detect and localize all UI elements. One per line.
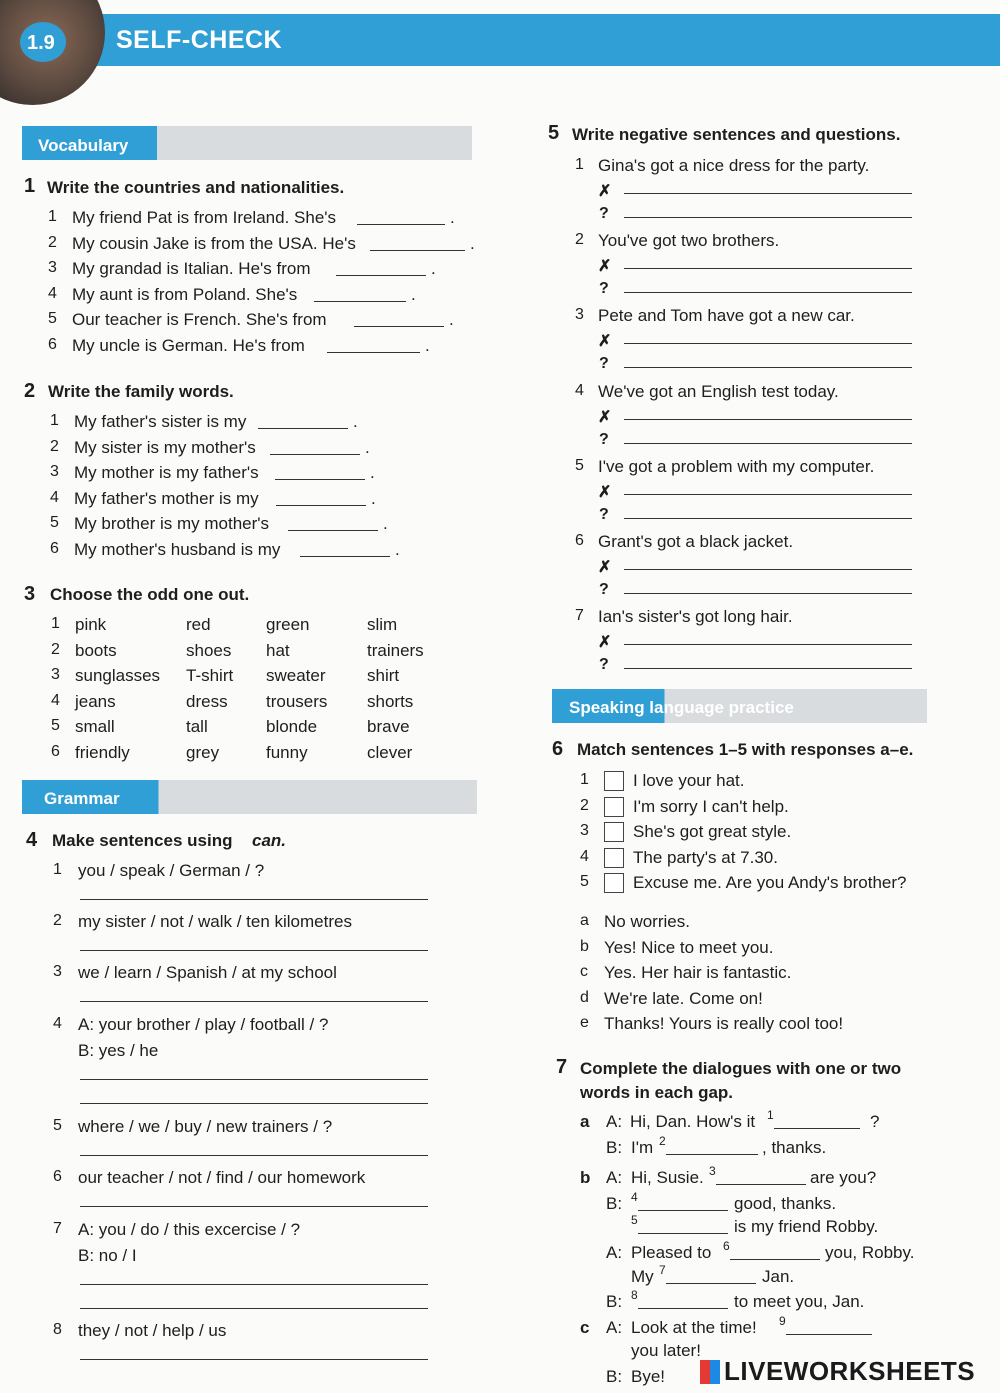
gap-number: 2: [659, 1134, 666, 1148]
item-number: 4: [50, 488, 59, 506]
dialogue-text-after: Jan.: [762, 1267, 795, 1286]
question-answer-line[interactable]: [624, 668, 912, 669]
answer-line[interactable]: [80, 1079, 428, 1080]
dialogue-gap[interactable]: [730, 1259, 820, 1260]
item-prompt: we / learn / Spanish / at my school: [78, 963, 337, 982]
odd-one-out-word[interactable]: grey: [186, 743, 220, 762]
negative-answer-line[interactable]: [624, 343, 912, 344]
item-end: .: [450, 208, 455, 227]
odd-one-out-word[interactable]: green: [266, 615, 310, 634]
answer-gap[interactable]: [327, 352, 420, 353]
item-text: My grandad is Italian. He's from: [72, 259, 311, 279]
item-text: My cousin Jake is from the USA. He's: [72, 233, 356, 253]
item-number: 3: [50, 463, 59, 481]
odd-one-out-word[interactable]: shirt: [367, 666, 400, 686]
negative-mark: ✗: [598, 634, 612, 652]
response-text: Yes! Nice to meet you.: [604, 937, 774, 957]
gap-number: 6: [723, 1239, 730, 1253]
odd-one-out-word[interactable]: clever: [367, 743, 413, 762]
question-mark: ?: [599, 205, 609, 222]
gap-number: 4: [631, 1190, 638, 1204]
odd-one-out-word[interactable]: sunglasses: [75, 666, 161, 686]
question-mark: ?: [599, 280, 609, 298]
odd-one-out-word[interactable]: hat: [266, 640, 290, 660]
response-letter: b: [580, 937, 589, 955]
item-number: 4: [580, 847, 589, 865]
dialogue-text-after: is my friend Robby.: [734, 1217, 879, 1236]
exercise-4-number: 4: [26, 829, 38, 851]
row-number: 4: [51, 691, 60, 709]
exercise-3-number: 3: [24, 583, 36, 605]
item-number: 3: [580, 822, 589, 840]
odd-one-out-word[interactable]: blonde: [266, 717, 318, 737]
dialogue-gap[interactable]: [638, 1210, 728, 1211]
answer-box[interactable]: [604, 771, 624, 791]
answer-line[interactable]: [80, 1308, 428, 1309]
answer-line[interactable]: [80, 1284, 428, 1285]
dialogue-text-after: ?: [870, 1112, 880, 1131]
item-end: .: [365, 437, 370, 457]
item-prompt-b: B: no / I: [78, 1246, 137, 1265]
item-number: 3: [48, 259, 57, 277]
dialogue-text: Bye!: [631, 1367, 666, 1386]
item-end: .: [425, 336, 430, 355]
odd-one-out-word[interactable]: funny: [266, 743, 308, 762]
exercise-7-number: 7: [556, 1056, 568, 1078]
gap-number: 8: [631, 1288, 638, 1302]
negative-answer-line[interactable]: [624, 193, 912, 194]
item-text: My mother is my father's: [74, 463, 259, 483]
item-number: 7: [575, 607, 584, 625]
item-number: 4: [575, 381, 584, 399]
item-prompt: A: you / do / this excercise / ?: [78, 1220, 301, 1239]
answer-line[interactable]: [80, 899, 428, 900]
item-end: .: [470, 233, 475, 253]
dialogue-letter: a: [580, 1112, 590, 1131]
answer-line[interactable]: [80, 1206, 428, 1207]
exercise-7-title: Complete the dialogues with one or two: [580, 1059, 902, 1078]
dialogue-text: I'm: [631, 1138, 654, 1157]
item-number: 4: [48, 284, 57, 302]
item-number: 1: [53, 861, 62, 878]
odd-one-out-word[interactable]: T-shirt: [186, 666, 234, 686]
odd-one-out-word[interactable]: trousers: [266, 691, 328, 711]
dialogue-gap[interactable]: [786, 1334, 872, 1335]
exercise-4-title-em: can.: [252, 831, 287, 850]
negative-answer-line[interactable]: [624, 644, 912, 645]
item-sentence: Grant's got a black jacket.: [598, 532, 794, 551]
answer-line[interactable]: [80, 1001, 428, 1002]
question-mark: ?: [599, 505, 609, 523]
odd-one-out-word[interactable]: friendly: [75, 743, 130, 762]
item-end: .: [353, 412, 358, 431]
response-letter: d: [580, 988, 589, 1006]
dialogue-text-after: to meet you, Jan.: [734, 1292, 865, 1311]
answer-gap[interactable]: [270, 454, 360, 455]
item-text: My sister is my mother's: [74, 437, 256, 457]
item-sentence: You've got two brothers.: [598, 231, 780, 251]
item-end: .: [431, 259, 436, 279]
item-number: 5: [580, 873, 589, 891]
exercise-1-number: 1: [24, 175, 36, 197]
item-text: My uncle is German. He's from: [72, 336, 305, 355]
question-answer-line[interactable]: [624, 518, 912, 519]
dialogue-text: Hi, Dan. How's it: [630, 1112, 756, 1131]
speaker: A:: [606, 1112, 623, 1131]
item-end: .: [449, 310, 454, 330]
liveworksheets-logo-icon: [700, 1360, 720, 1384]
speaking-label: Speaking language practice: [569, 698, 794, 717]
item-number: 6: [50, 540, 59, 557]
item-text: Our teacher is French. She's from: [72, 310, 327, 330]
exercise-6-number: 6: [552, 738, 564, 760]
dialogue-text: Look at the time!: [631, 1318, 757, 1337]
item-number: 4: [53, 1015, 62, 1032]
item-sentence: Ian's sister's got long hair.: [598, 607, 793, 627]
negative-mark: ✗: [598, 408, 612, 426]
item-number: 1: [48, 208, 57, 225]
item-sentence: Pete and Tom have got a new car.: [598, 306, 855, 326]
liveworksheets-logo: LIVEWORKSHEETS: [724, 1356, 976, 1386]
exercise-2-title: Write the family words.: [48, 382, 234, 401]
negative-mark: ✗: [598, 559, 612, 576]
dialogue-letter: c: [580, 1318, 590, 1337]
answer-gap[interactable]: [258, 428, 348, 429]
answer-gap[interactable]: [275, 479, 365, 480]
item-number: 2: [53, 912, 62, 929]
answer-gap[interactable]: [336, 275, 426, 276]
response-text: Yes. Her hair is fantastic.: [604, 963, 792, 983]
item-sentence: I'm sorry I can't help.: [633, 796, 789, 816]
speaker: B:: [606, 1367, 623, 1386]
gap-number: 3: [709, 1164, 716, 1178]
dialogue-text: My: [631, 1267, 654, 1286]
odd-one-out-word[interactable]: dress: [186, 691, 228, 711]
item-sentence: I love your hat.: [633, 771, 745, 790]
item-number: 5: [48, 310, 57, 328]
item-prompt: our teacher / not / find / our homework: [78, 1168, 366, 1187]
item-sentence: Gina's got a nice dress for the party.: [598, 156, 870, 175]
answer-box[interactable]: [604, 797, 624, 817]
odd-one-out-word[interactable]: red: [186, 615, 211, 634]
dialogue-gap[interactable]: [774, 1128, 860, 1129]
item-sentence: She's got great style.: [633, 822, 792, 842]
item-text: My mother's husband is my: [74, 540, 281, 559]
odd-one-out-word[interactable]: slim: [367, 615, 398, 634]
exercise-3-title: Choose the odd one out.: [50, 585, 250, 604]
odd-one-out-word[interactable]: trainers: [367, 640, 424, 660]
speaker: B:: [606, 1292, 623, 1311]
item-prompt-b: B: yes / he: [78, 1041, 159, 1060]
dialogue-gap[interactable]: [716, 1184, 806, 1185]
answer-gap[interactable]: [370, 250, 465, 251]
answer-line[interactable]: [80, 950, 428, 951]
answer-gap[interactable]: [276, 505, 366, 506]
answer-line[interactable]: [80, 1155, 428, 1156]
page-title: SELF-CHECK: [116, 26, 283, 54]
item-number: 2: [48, 233, 57, 251]
odd-one-out-word[interactable]: boots: [75, 640, 117, 660]
dialogue-text: you later!: [631, 1341, 701, 1360]
answer-gap[interactable]: [300, 556, 390, 557]
dialogue-text-after: good, thanks.: [734, 1194, 837, 1213]
row-number: 5: [51, 717, 60, 735]
negative-answer-line[interactable]: [624, 419, 912, 420]
response-letter: c: [580, 963, 588, 981]
item-number: 6: [53, 1168, 62, 1185]
dialogue-text-after: are you?: [810, 1168, 877, 1187]
item-prompt: where / we / buy / new trainers / ?: [78, 1117, 333, 1136]
negative-mark: ✗: [598, 483, 612, 501]
exercise-5-number: 5: [548, 122, 560, 144]
odd-one-out-word[interactable]: shoes: [186, 640, 232, 660]
dialogue-text: Hi, Susie.: [631, 1168, 704, 1187]
negative-answer-line[interactable]: [624, 569, 912, 570]
question-mark: ?: [599, 656, 609, 674]
exercise-7-title-2: words in each gap.: [580, 1083, 734, 1102]
item-number: 3: [53, 963, 62, 980]
item-prompt: A: your brother / play / football / ?: [78, 1015, 329, 1034]
item-text: My father's sister is my: [74, 412, 247, 431]
dialogue-gap[interactable]: [666, 1283, 756, 1284]
answer-gap[interactable]: [288, 530, 378, 531]
gap-number: 7: [659, 1263, 666, 1277]
response-text: Thanks! Yours is really cool too!: [604, 1014, 844, 1034]
item-prompt: they / not / help / us: [78, 1321, 227, 1340]
row-number: 2: [51, 640, 60, 658]
question-mark: ?: [599, 430, 609, 448]
negative-mark: ✗: [598, 258, 612, 276]
speaker: A:: [606, 1318, 623, 1337]
dialogue-gap[interactable]: [666, 1154, 758, 1155]
gap-number: 1: [767, 1108, 774, 1122]
item-sentence: The party's at 7.30.: [633, 847, 778, 867]
negative-answer-line[interactable]: [624, 268, 912, 269]
speaker: B:: [606, 1138, 623, 1157]
grammar-label: Grammar: [44, 789, 120, 808]
question-answer-line[interactable]: [624, 292, 912, 293]
negative-mark: ✗: [598, 333, 612, 351]
item-end: .: [370, 463, 375, 483]
odd-one-out-word[interactable]: tall: [186, 717, 208, 737]
item-prompt: you / speak / German / ?: [78, 861, 265, 880]
odd-one-out-word[interactable]: sweater: [266, 666, 326, 686]
question-answer-line[interactable]: [624, 593, 912, 594]
item-number: 2: [580, 796, 589, 814]
dialogue-gap[interactable]: [638, 1308, 728, 1309]
dialogue-text: Pleased to: [631, 1243, 712, 1262]
item-text: My father's mother is my: [74, 488, 259, 508]
negative-mark: ✗: [598, 183, 612, 200]
response-text: No worries.: [604, 912, 690, 931]
item-number: 1: [50, 412, 59, 429]
exercise-5-title: Write negative sentences and questions.: [572, 125, 901, 144]
item-sentence: We've got an English test today.: [598, 381, 839, 401]
question-mark: ?: [599, 581, 609, 598]
speaker: B:: [606, 1194, 623, 1213]
vocabulary-label: Vocabulary: [38, 136, 129, 155]
odd-one-out-word[interactable]: pink: [75, 615, 107, 634]
odd-one-out-word[interactable]: small: [75, 717, 115, 737]
exercise-2-number: 2: [24, 380, 36, 402]
answer-gap[interactable]: [314, 301, 406, 302]
item-prompt: my sister / not / walk / ten kilometres: [78, 912, 352, 931]
item-number: 1: [575, 156, 584, 173]
dialogue-text-after: you, Robby.: [825, 1243, 915, 1262]
row-number: 1: [51, 615, 60, 632]
item-sentence: I've got a problem with my computer.: [598, 456, 875, 476]
dialogue-text-after: , thanks.: [762, 1138, 827, 1157]
dialogue-gap[interactable]: [638, 1233, 728, 1234]
item-end: .: [383, 514, 388, 534]
answer-box[interactable]: [604, 873, 624, 893]
answer-line[interactable]: [80, 1103, 428, 1104]
item-number: 6: [575, 532, 584, 549]
item-number: 5: [575, 456, 584, 474]
exercise-4-title: Make sentences using: [52, 831, 233, 850]
gap-number: 9: [779, 1314, 786, 1328]
odd-one-out-word[interactable]: brave: [367, 717, 410, 737]
exercise-6-title: Match sentences 1–5 with responses a–e.: [577, 740, 914, 759]
unit-number: 1.9: [27, 32, 55, 54]
answer-line[interactable]: [80, 1359, 428, 1360]
item-end: .: [411, 284, 416, 304]
question-answer-line[interactable]: [624, 443, 912, 444]
item-number: 6: [48, 336, 57, 353]
item-number: 5: [50, 514, 59, 532]
response-letter: e: [580, 1014, 589, 1032]
item-end: .: [371, 488, 376, 508]
item-number: 2: [50, 437, 59, 455]
item-number: 3: [575, 306, 584, 324]
question-mark: ?: [599, 355, 609, 373]
response-text: We're late. Come on!: [604, 988, 763, 1008]
speaker: A:: [606, 1243, 623, 1262]
question-answer-line[interactable]: [624, 217, 912, 218]
row-number: 3: [51, 666, 60, 684]
exercise-1-title: Write the countries and nationalities.: [47, 178, 345, 197]
item-number: 8: [53, 1321, 62, 1338]
item-number: 2: [575, 231, 584, 249]
answer-box[interactable]: [604, 822, 624, 842]
answer-gap[interactable]: [357, 224, 445, 225]
speaker: A:: [606, 1168, 623, 1187]
item-number: 1: [580, 771, 589, 788]
odd-one-out-word[interactable]: shorts: [367, 691, 414, 711]
item-number: 5: [53, 1117, 62, 1134]
answer-gap[interactable]: [354, 326, 444, 327]
item-end: .: [395, 540, 400, 559]
item-text: My brother is my mother's: [74, 514, 270, 534]
row-number: 6: [51, 743, 60, 760]
item-sentence: Excuse me. Are you Andy's brother?: [633, 873, 907, 893]
item-text: My aunt is from Poland. She's: [72, 284, 298, 304]
item-text: My friend Pat is from Ireland. She's: [72, 208, 337, 227]
question-answer-line[interactable]: [624, 367, 912, 368]
answer-box[interactable]: [604, 848, 624, 868]
dialogue-letter: b: [580, 1168, 591, 1187]
item-number: 7: [53, 1220, 62, 1237]
gap-number: 5: [631, 1213, 638, 1227]
negative-answer-line[interactable]: [624, 494, 912, 495]
odd-one-out-word[interactable]: jeans: [75, 691, 116, 711]
response-letter: a: [580, 912, 589, 929]
